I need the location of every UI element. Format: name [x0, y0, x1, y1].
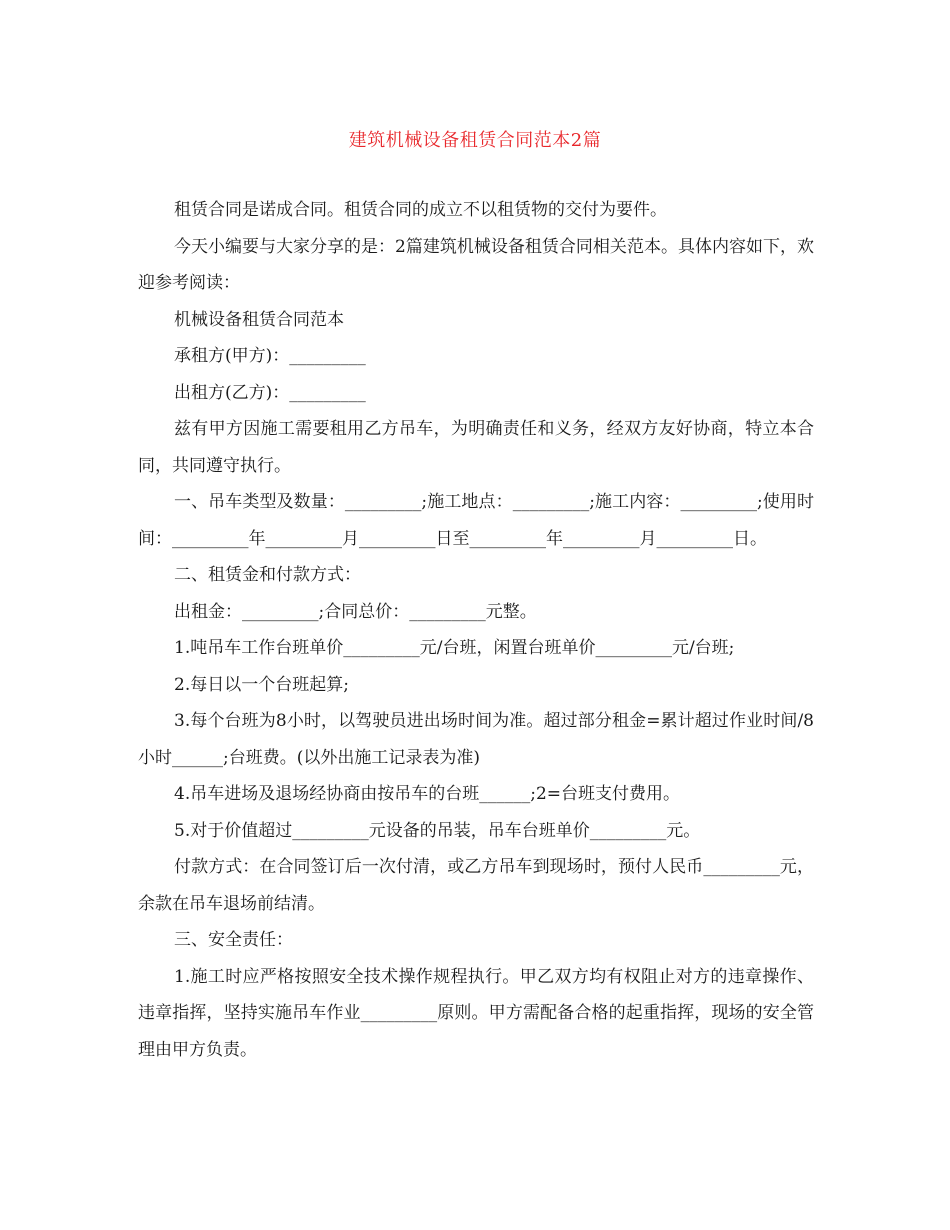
paragraph-intro: 租赁合同是诺成合同。租赁合同的成立不以租赁物的交付为要件。: [174, 200, 667, 220]
clause-2-3: 3.每个台班为8小时，以驾驶员进出场时间为准。超过部分租金=累计超过作业时间/8小时______;台班费。(以外出施工记录表为准): [138, 711, 814, 768]
clause-2-1: 1.吨吊车工作台班单价_________元/台班，闲置台班单价_________元/台班;: [174, 638, 735, 658]
section-1-crane-type: 一、吊车类型及数量：_________;施工地点：_________;施工内容：_________;使用时间：_________年_________月_________日至_________年_________月_________日。: [138, 492, 814, 549]
clause-3-1: 1.施工时应严格按照安全技术操作规程执行。甲乙双方均有权阻止对方的违章操作、违章指挥，坚持实施吊车作业_________原则。甲方需配备合格的起重指挥，现场的安全管理由甲方负责。: [138, 966, 814, 1060]
clause-2-5: 5.对于价值超过_________元设备的吊装，吊车台班单价_________元。: [174, 820, 701, 841]
rent-amount-line: 出租金：_________;合同总价：_________元整。: [174, 601, 537, 622]
contract-heading: 机械设备租赁合同范本: [174, 309, 344, 330]
paragraph-share: 今天小编要与大家分享的是：2篇建筑机械设备租赁合同相关范本。具体内容如下，欢迎参考阅读：: [138, 236, 814, 293]
lessee-line: 承租方(甲方)：_________: [174, 346, 366, 366]
section-2-heading: 二、租赁金和付款方式：: [174, 565, 361, 585]
paragraph-purpose: 兹有甲方因施工需要租用乙方吊车，为明确责任和义务，经双方友好协商，特立本合同，共同遵守执行。: [138, 419, 814, 476]
payment-method: 付款方式：在合同签订后一次付清，或乙方吊车到现场时，预付人民币_________元，余款在吊车退场前结清。: [138, 857, 814, 914]
lessor-line: 出租方(乙方)：_________: [174, 382, 366, 403]
clause-2-4: 4.吊车进场及退场经协商由按吊车的台班______;2=台班支付费用。: [174, 784, 681, 804]
section-3-heading: 三、安全责任：: [174, 930, 293, 950]
document-body: [138, 192, 814, 1068]
clause-2-2: 2.每日以一个台班起算;: [174, 674, 349, 695]
document-title: 建筑机械设备租赁合同范本2篇: [348, 130, 602, 151]
